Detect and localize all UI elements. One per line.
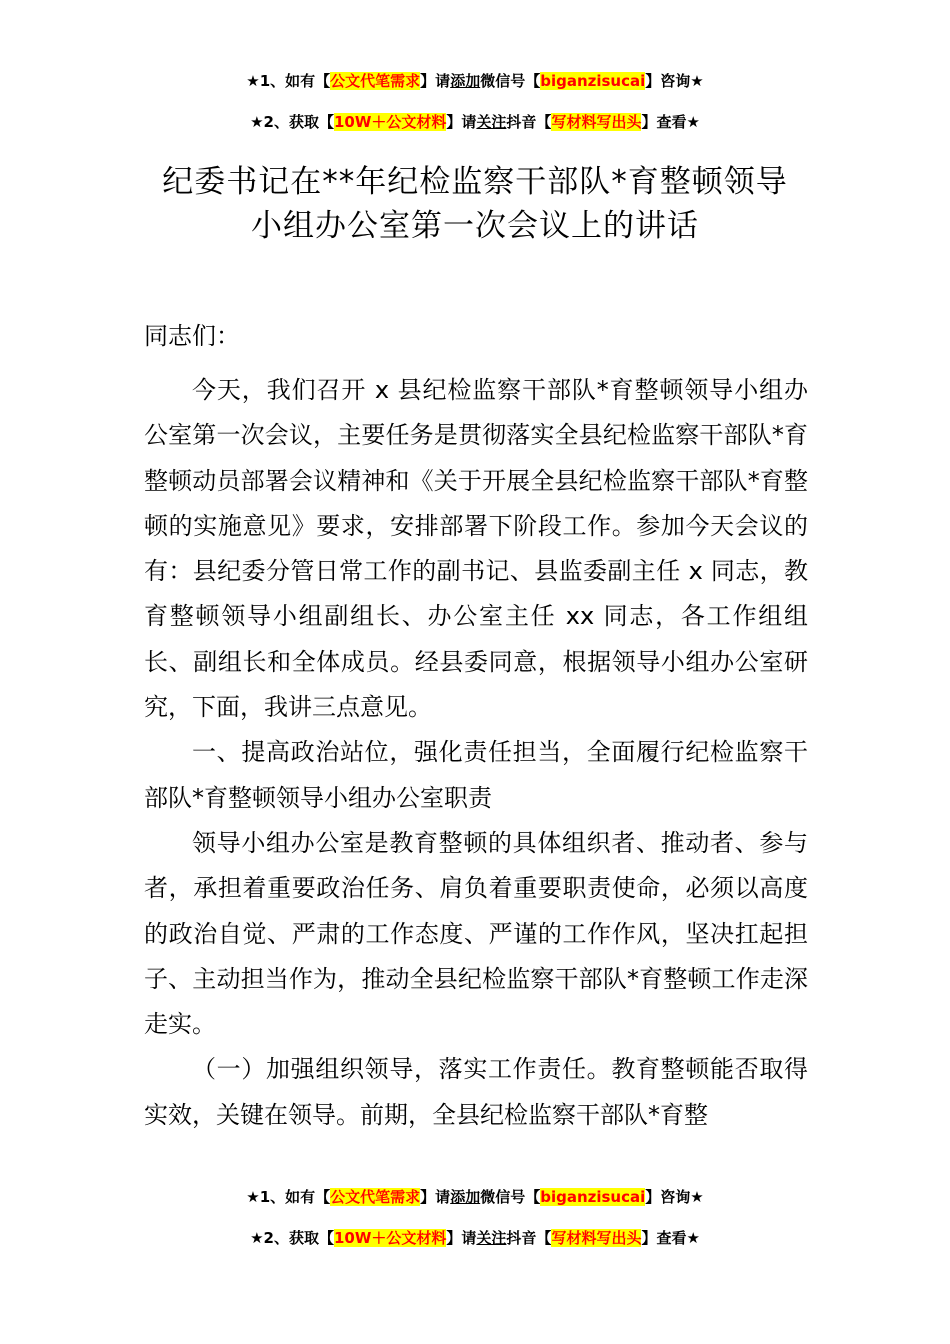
promo-text: 】请 xyxy=(420,1188,451,1206)
document-title-line-2: 小组办公室第一次会议上的讲话 xyxy=(251,208,699,244)
promo-underlined: 关注 xyxy=(476,113,507,131)
promo-suffix: 】咨询★ xyxy=(645,72,704,90)
promo-line-2 xyxy=(0,112,950,132)
promo-wechat-id: biganzisucai xyxy=(540,1188,646,1206)
promo-highlight: 公文代笔需求 xyxy=(330,72,421,90)
promo-text: 】请 xyxy=(446,1229,477,1247)
document-title-line-1: 纪委书记在**年纪检监察干部队*育整顿领导 xyxy=(162,164,788,200)
paragraph-subsection-1: （一）加强组织领导，落实工作责任。教育整顿能否取得实效，关键在领导。前期，全县纪检监察干部队*育整 xyxy=(144,1055,808,1129)
promo-suffix: 】查看★ xyxy=(641,1229,700,1247)
promo-text: 微信号【 xyxy=(480,72,541,90)
paragraph-body: 领导小组办公室是教育整顿的具体组织者、推动者、参与者，承担着重要政治任务、肩负着重要职责使命，必须以高度的政治自觉、严肃的工作态度、严谨的工作作风，坚决扛起担子、主动担当作为，推动全县纪检监察干部队*育整顿工作走深走实。 xyxy=(144,828,808,1039)
promo-line-1-footer xyxy=(0,1187,950,1207)
promo-line-2-footer xyxy=(0,1228,950,1248)
promo-text: 抖音【 xyxy=(506,113,552,131)
promo-prefix: ★1、如有【 xyxy=(246,1188,331,1206)
promo-underlined: 添加 xyxy=(450,1188,481,1206)
promo-prefix: ★2、获取【 xyxy=(250,113,334,131)
promo-suffix: 】查看★ xyxy=(641,113,700,131)
promo-highlight: 公文代笔需求 xyxy=(330,1188,421,1206)
promo-underlined: 添加 xyxy=(450,72,481,90)
promo-underlined: 关注 xyxy=(476,1229,507,1247)
promo-highlight: 10W＋公文材料 xyxy=(333,1229,447,1247)
promo-text: 】请 xyxy=(446,113,477,131)
promo-douyin-id: 写材料写出头 xyxy=(551,113,642,131)
promo-douyin-id: 写材料写出头 xyxy=(551,1229,642,1247)
salutation: 同志们： xyxy=(144,322,240,350)
promo-line-1 xyxy=(0,71,950,91)
promo-suffix: 】咨询★ xyxy=(645,1188,704,1206)
promo-text: 微信号【 xyxy=(480,1188,541,1206)
promo-wechat-id: biganzisucai xyxy=(540,72,646,90)
promo-text: 】请 xyxy=(420,72,451,90)
promo-highlight: 10W＋公文材料 xyxy=(333,113,447,131)
document-body xyxy=(144,368,808,1138)
paragraph-intro: 今天，我们召开 x 县纪检监察干部队*育整顿领导小组办公室第一次会议，主要任务是贯彻落实全县纪检监察干部队*育整顿动员部署会议精神和《关于开展全县纪检监察干部队*育整顿的实施意见》要求，安排部署下阶段工作。参加今天会议的有：县纪委分管日常工作的副书记、县监委副主任 x 同志，教育整顿领导小组副组长、办公室主任 xx 同志，各工作组组长、副组长和全体成员。经县委同意，根据领导小组办公室研究，下面，我讲三点意见。 xyxy=(144,376,808,722)
promo-text: 抖音【 xyxy=(506,1229,552,1247)
promo-prefix: ★2、获取【 xyxy=(250,1229,334,1247)
section-heading-1: 一、提高政治站位，强化责任担当，全面履行纪检监察干部队*育整顿领导小组办公室职责 xyxy=(144,738,808,812)
promo-prefix: ★1、如有【 xyxy=(246,72,331,90)
